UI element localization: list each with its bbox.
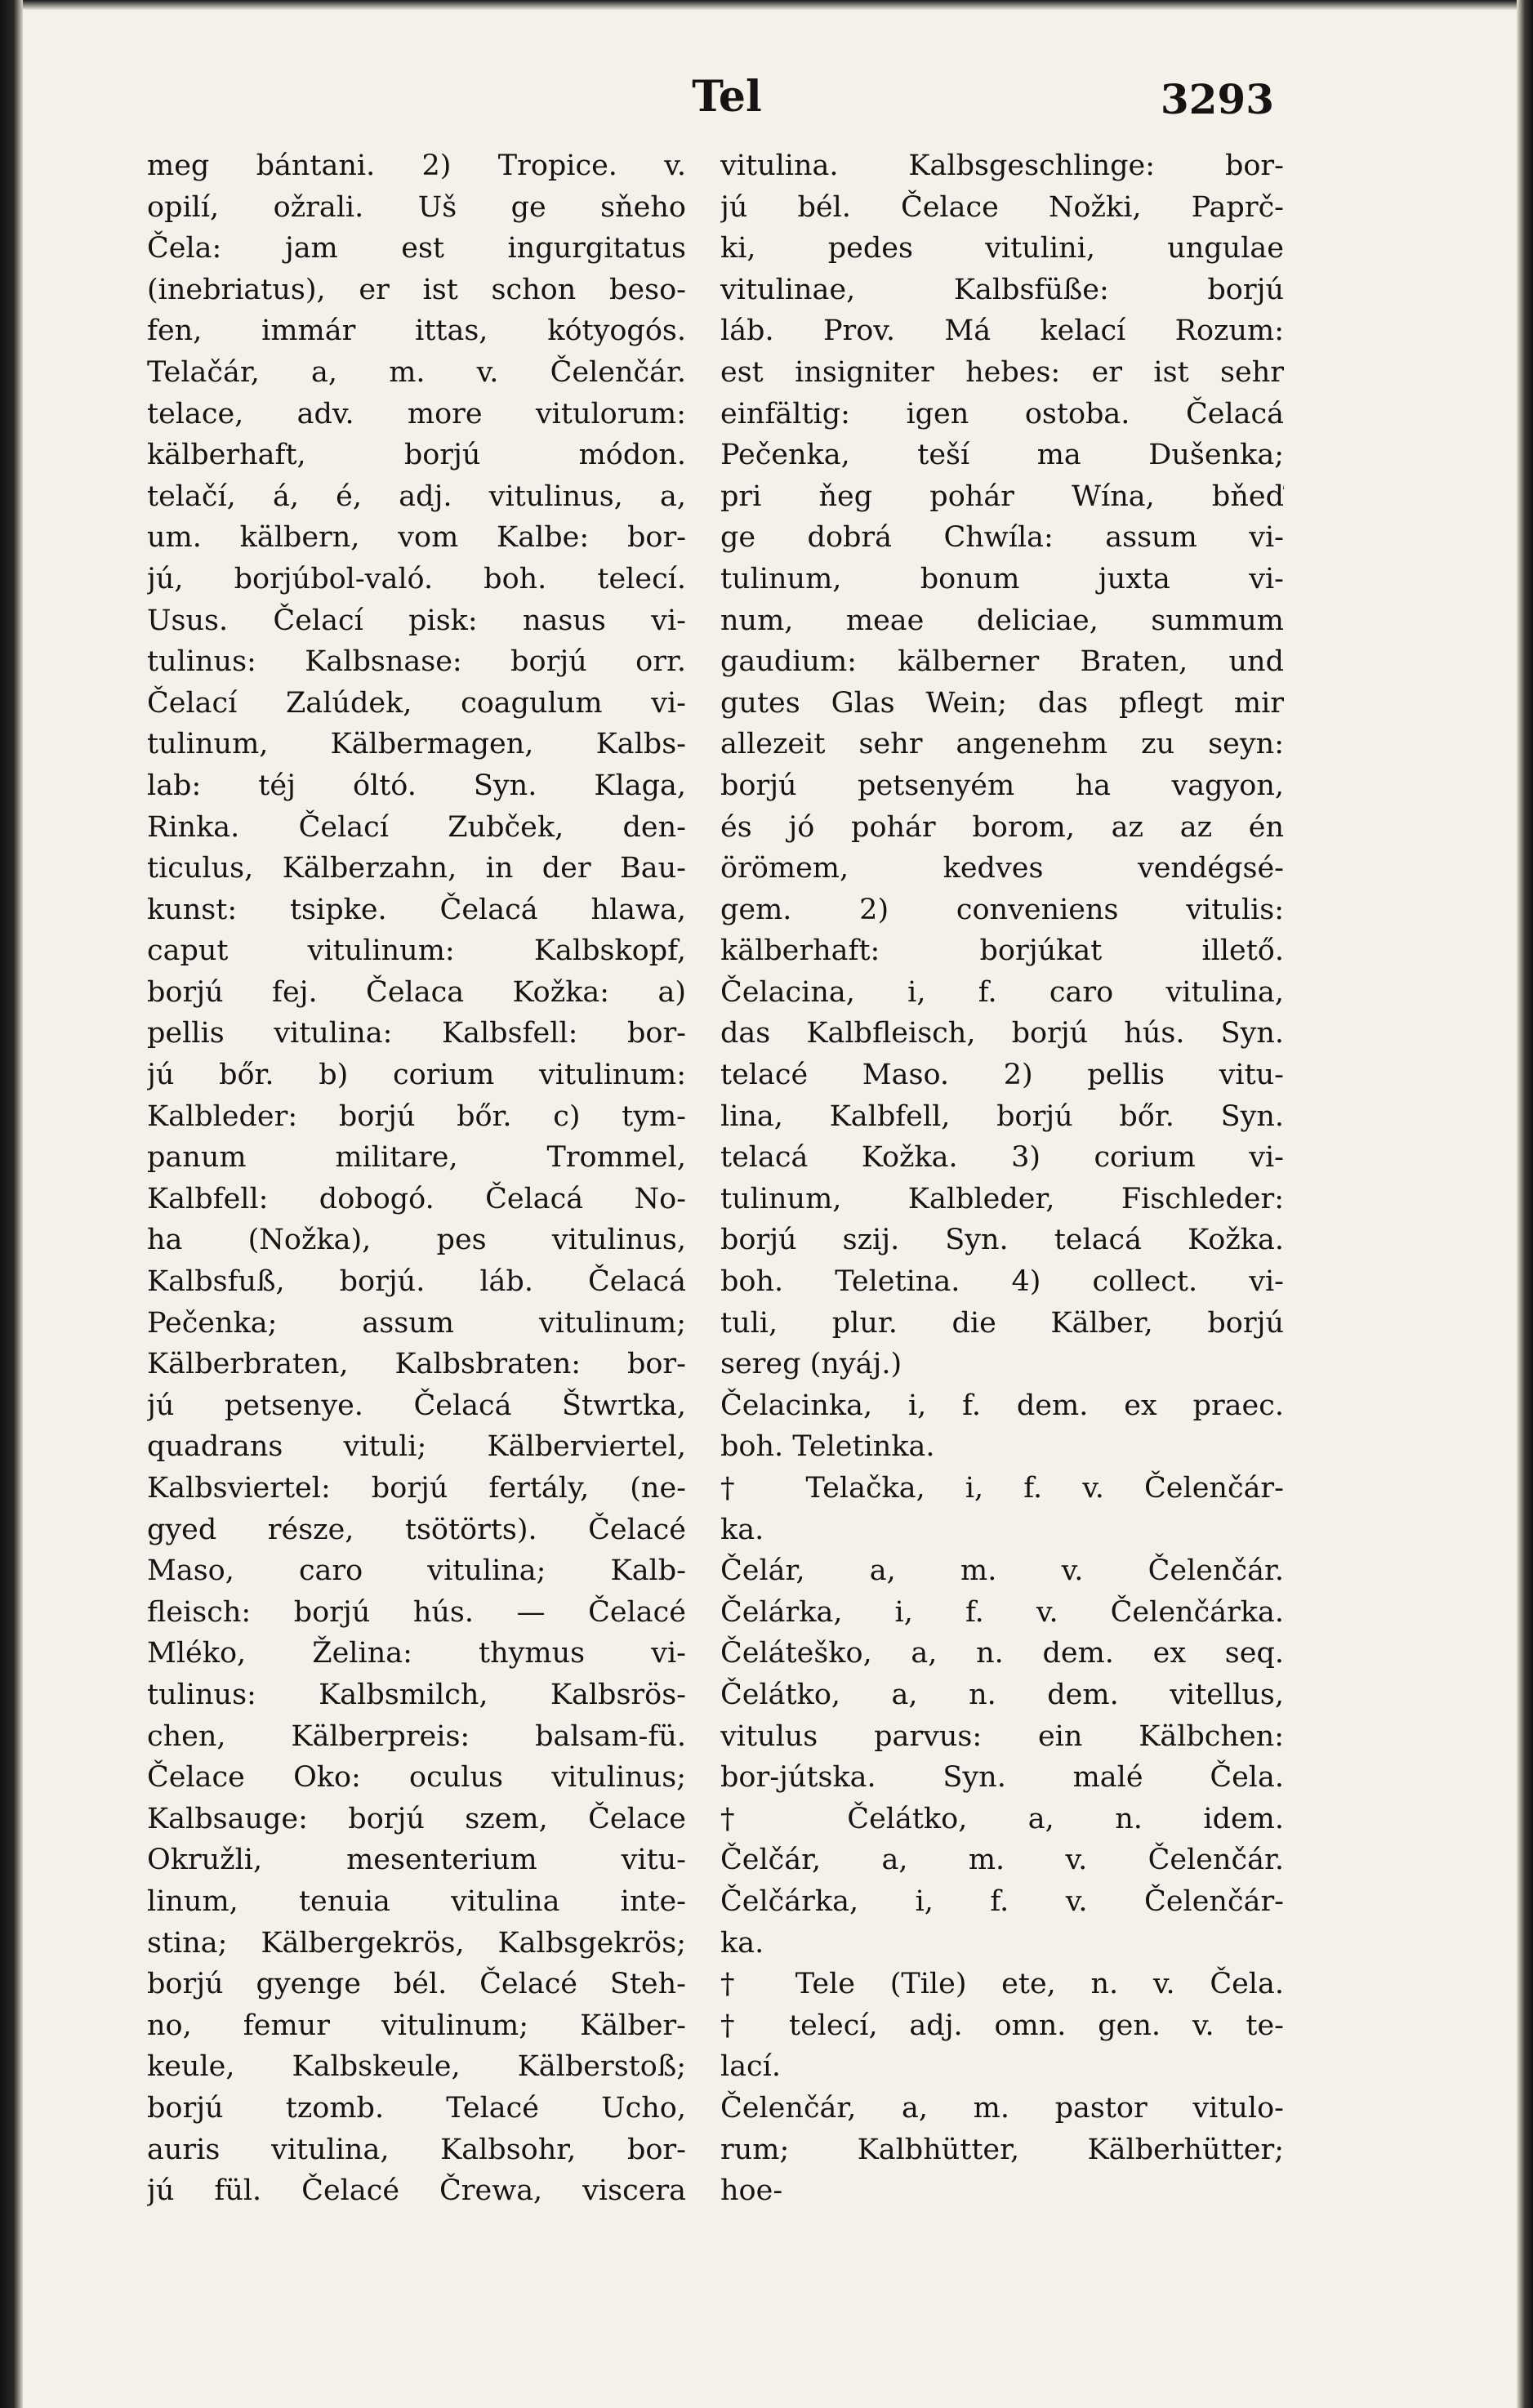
- text-line: borjú fej. Čelaca Kožka: a): [147, 975, 686, 1009]
- text-line: das Kalbfleisch, borjú hús. Syn.: [720, 1017, 1284, 1050]
- text-line: jú bőr. b) corium vitulinum:: [147, 1059, 686, 1092]
- text-line: és jó pohár borom, az az én: [720, 810, 1284, 844]
- text-line: pri ňeg pohár Wína, bňeď: [720, 479, 1284, 513]
- text-line: gaudium: kälberner Braten, und: [720, 645, 1284, 679]
- text-line: Čelací Zalúdek, coagulum vi-: [147, 686, 686, 720]
- text-line: † Tele (Tile) ete, n. v. Čela.: [720, 1968, 1284, 2001]
- text-line: tulinum, Kalbleder, Fischleder:: [720, 1182, 1284, 1215]
- page-left-edge: [0, 0, 23, 2408]
- text-line: tulinum, bonum juxta vi-: [720, 562, 1284, 595]
- text-line: tulinus: Kalbsmilch, Kalbsrös-: [147, 1678, 686, 1711]
- text-line: um. kälbern, vom Kalbe: bor-: [147, 521, 686, 555]
- running-head: Tel: [692, 72, 762, 122]
- text-line: einfältig: igen ostoba. Čelacá: [720, 397, 1284, 430]
- text-line: hoe-: [720, 2174, 783, 2208]
- text-line: Čelčárka, i, f. v. Čelenčár-: [720, 1884, 1284, 1918]
- text-line: auris vitulina, Kalbsohr, bor-: [147, 2133, 686, 2166]
- text-line: borjú gyenge bél. Čelacé Steh-: [147, 1968, 686, 2001]
- text-line: stina; Kälbergekrös, Kalbsgekrös;: [147, 1926, 686, 1960]
- text-line: Čelár, a, m. v. Čelenčár.: [720, 1554, 1284, 1588]
- text-line: telace, adv. more vitulorum:: [147, 397, 686, 430]
- text-line: Kalbfell: dobogó. Čelacá No-: [147, 1182, 686, 1215]
- text-line: est insigniter hebes: er ist sehr: [720, 355, 1284, 389]
- text-line: Mléko, Želina: thymus vi-: [147, 1637, 686, 1670]
- text-line: † Čelátko, a, n. idem.: [720, 1802, 1284, 1835]
- text-line: gem. 2) conveniens vitulis:: [720, 893, 1284, 926]
- text-line: quadrans vituli; Kälberviertel,: [147, 1430, 686, 1464]
- text-line: fen, immár ittas, kótyogós.: [147, 314, 686, 348]
- text-line: bor-jútska. Syn. malé Čela.: [720, 1761, 1284, 1795]
- text-line: Čelace Oko: oculus vitulinus;: [147, 1761, 686, 1795]
- text-line: gutes Glas Wein; das pflegt mir: [720, 686, 1284, 720]
- text-line: no, femur vitulinum; Kälber-: [147, 2009, 686, 2042]
- text-line: † Telačka, i, f. v. Čelenčár-: [720, 1472, 1284, 1505]
- text-line: ka.: [720, 1513, 764, 1546]
- text-line: borjú szij. Syn. telacá Kožka.: [720, 1224, 1284, 1257]
- text-line: Kalbleder: borjú bőr. c) tym-: [147, 1099, 686, 1133]
- text-line: borjú petsenyém ha vagyon,: [720, 769, 1284, 802]
- text-line: boh. Teletinka.: [720, 1430, 935, 1464]
- text-line: caput vitulinum: Kalbskopf,: [147, 934, 686, 968]
- text-line: Maso, caro vitulina; Kalb-: [147, 1554, 686, 1588]
- text-line: jú, borjúbol-való. boh. telecí.: [147, 562, 686, 595]
- text-line: rum; Kalbhütter, Kälberhütter;: [720, 2133, 1284, 2166]
- text-line: ha (Nožka), pes vitulinus,: [147, 1224, 686, 1257]
- text-line: Rinka. Čelací Zubček, den-: [147, 810, 686, 844]
- text-line: kälberhaft: borjúkat illető.: [720, 934, 1284, 968]
- text-line: † telecí, adj. omn. gen. v. te-: [720, 2009, 1284, 2042]
- text-line: kunst: tsipke. Čelacá hlawa,: [147, 893, 686, 926]
- text-line: linum, tenuia vitulina inte-: [147, 1884, 686, 1918]
- text-line: vitulina. Kalbsgeschlinge: bor-: [720, 149, 1284, 182]
- page-right-edge: [1517, 0, 1533, 2408]
- text-line: lina, Kalbfell, borjú bőr. Syn.: [720, 1099, 1284, 1133]
- text-line: Čelenčár, a, m. pastor vitulo-: [720, 2091, 1284, 2125]
- page-number: 3293: [1160, 75, 1274, 123]
- text-line: Čela: jam est ingurgitatus: [147, 232, 686, 265]
- text-line: Pečenka; assum vitulinum;: [147, 1306, 686, 1340]
- text-line: Kalbsviertel: borjú fertály, (ne-: [147, 1472, 686, 1505]
- text-line: lab: téj óltó. Syn. Klaga,: [147, 769, 686, 802]
- text-line: Čelárka, i, f. v. Čelenčárka.: [720, 1595, 1284, 1629]
- page-top-edge: [0, 0, 1533, 10]
- text-line: ticulus, Kälberzahn, in der Bau-: [147, 852, 686, 885]
- text-line: telačí, á, é, adj. vitulinus, a,: [147, 479, 686, 513]
- text-line: Usus. Čelací pisk: nasus vi-: [147, 604, 686, 637]
- text-line: vitulus parvus: ein Kälbchen:: [720, 1719, 1284, 1753]
- text-line: num, meae deliciae, summum: [720, 604, 1284, 637]
- text-line: Okružli, mesenterium vitu-: [147, 1844, 686, 1877]
- text-line: keule, Kalbskeule, Kälberstoß;: [147, 2050, 686, 2084]
- text-line: opilí, ožrali. Uš ge sňeho: [147, 190, 686, 224]
- text-line: tuli, plur. die Kälber, borjú: [720, 1306, 1284, 1340]
- text-line: örömem, kedves vendégsé-: [720, 852, 1284, 885]
- text-line: Telačár, a, m. v. Čelenčár.: [147, 355, 686, 389]
- text-line: meg bántani. 2) Tropice. v.: [147, 149, 686, 182]
- text-line: Čelátko, a, n. dem. vitellus,: [720, 1678, 1284, 1711]
- text-line: gyed része, tsötörts). Čelacé: [147, 1513, 686, 1546]
- text-line: chen, Kälberpreis: balsam-fü.: [147, 1719, 686, 1753]
- text-line: Kälberbraten, Kalbsbraten: bor-: [147, 1348, 686, 1381]
- text-line: jú petsenye. Čelacá Štwrtka,: [147, 1389, 686, 1422]
- text-line: allezeit sehr angenehm zu seyn:: [720, 728, 1284, 761]
- text-line: tulinus: Kalbsnase: borjú orr.: [147, 645, 686, 679]
- text-line: fleisch: borjú hús. — Čelacé: [147, 1595, 686, 1629]
- text-line: Čeláteško, a, n. dem. ex seq.: [720, 1637, 1284, 1670]
- text-line: panum militare, Trommel,: [147, 1141, 686, 1175]
- text-line: (inebriatus), er ist schon beso-: [147, 273, 686, 306]
- text-line: ge dobrá Chwíla: assum vi-: [720, 521, 1284, 555]
- text-line: pellis vitulina: Kalbsfell: bor-: [147, 1017, 686, 1050]
- right-column: [720, 145, 1284, 2212]
- text-line: Kalbsauge: borjú szem, Čelace: [147, 1802, 686, 1835]
- text-line: tulinum, Kälbermagen, Kalbs-: [147, 728, 686, 761]
- text-line: láb. Prov. Má kelací Rozum:: [720, 314, 1284, 348]
- text-line: telacá Kožka. 3) corium vi-: [720, 1141, 1284, 1175]
- text-line: kälberhaft, borjú módon.: [147, 439, 686, 472]
- text-line: Čelacinka, i, f. dem. ex praec.: [720, 1389, 1284, 1422]
- left-column: [147, 145, 686, 2212]
- text-line: sereg (nyáj.): [720, 1348, 902, 1381]
- text-line: Čelčár, a, m. v. Čelenčár.: [720, 1844, 1284, 1877]
- text-line: Čelacina, i, f. caro vitulina,: [720, 975, 1284, 1009]
- text-line: jú bél. Čelace Nožki, Paprč-: [720, 190, 1284, 224]
- text-line: borjú tzomb. Telacé Ucho,: [147, 2091, 686, 2125]
- text-line: ki, pedes vitulini, ungulae: [720, 232, 1284, 265]
- text-line: vitulinae, Kalbsfüße: borjú: [720, 273, 1284, 306]
- text-line: jú fül. Čelacé Črewa, viscera: [147, 2174, 686, 2208]
- text-line: boh. Teletina. 4) collect. vi-: [720, 1265, 1284, 1299]
- text-line: telacé Maso. 2) pellis vitu-: [720, 1059, 1284, 1092]
- text-line: lací.: [720, 2050, 781, 2084]
- text-line: Pečenka, teší ma Dušenka;: [720, 439, 1284, 472]
- text-line: Kalbsfuß, borjú. láb. Čelacá: [147, 1265, 686, 1299]
- text-line: ka.: [720, 1926, 764, 1960]
